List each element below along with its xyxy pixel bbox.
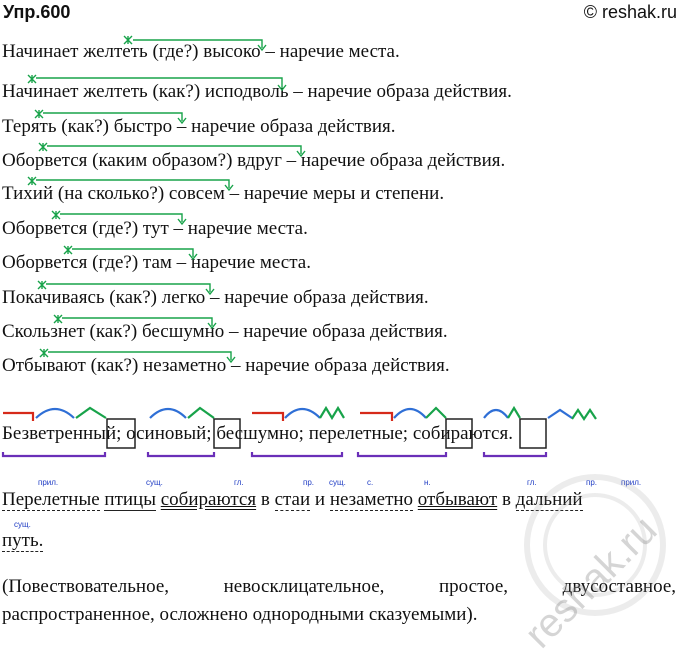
sentence-word: стаи bbox=[274, 489, 311, 510]
sentence-word: незаметно bbox=[329, 489, 414, 510]
morpheme-word: перелетные; bbox=[308, 423, 409, 444]
answer-line: Отбывают (как?) незаметно – наречие образа действия. bbox=[2, 355, 450, 376]
sentence-word: в bbox=[260, 489, 270, 510]
morpheme-word: бесшумно; bbox=[216, 423, 304, 444]
sentence-word: Перелетные bbox=[2, 489, 100, 510]
pos-tag: сущ. bbox=[146, 478, 163, 487]
answer-line: Оборвется (где?) тут – наречие места. bbox=[2, 218, 308, 239]
sentence-word: дальний bbox=[515, 489, 583, 510]
pos-tag: с. bbox=[367, 478, 374, 487]
exercise-title: Упр.600 bbox=[3, 2, 71, 22]
answer-line: Скользнет (как?) бесшумно – наречие образа действия. bbox=[2, 321, 448, 342]
sentence-analysis: (Повествовательное, невосклицательное, простое, двусоставное, распространенное, осложнено однородными сказуемыми). bbox=[2, 576, 676, 625]
answer-line: Оборвется (каким образом?) вдруг – наречие образа действия. bbox=[2, 150, 506, 171]
answer-line: Терять (как?) быстро – наречие образа действия. bbox=[2, 116, 396, 137]
pos-tag: гл. bbox=[234, 478, 244, 487]
pos-tag: пр. bbox=[586, 478, 598, 487]
sentence-word: в bbox=[501, 489, 511, 510]
morpheme-word: собираются. bbox=[412, 423, 513, 444]
pos-tag: гл. bbox=[527, 478, 537, 487]
answer-line: Покачиваясь (как?) легко – наречие образа действия. bbox=[2, 287, 429, 308]
sentence-word: путь. bbox=[2, 530, 44, 551]
morpheme-row bbox=[2, 423, 513, 445]
answer-line: Начинает желтеть (где?) высоко – наречие места. bbox=[2, 41, 400, 62]
answer-line: Начинает желтеть (как?) исподволь – наречие образа действия. bbox=[2, 81, 512, 102]
site-credit: © reshak.ru bbox=[583, 2, 677, 22]
pos-tag: прил. bbox=[621, 478, 642, 487]
morpheme-word: Безветренный; bbox=[2, 423, 122, 444]
sentence-word: и bbox=[314, 489, 326, 510]
watermark-text: reshak.ru bbox=[516, 507, 666, 657]
example-sentence bbox=[2, 489, 583, 511]
answer-line: Оборвется (где?) там – наречие места. bbox=[2, 252, 311, 273]
pos-tag: н. bbox=[424, 478, 431, 487]
answer-line: Тихий (на сколько?) совсем – наречие меры и степени. bbox=[2, 183, 445, 204]
morpheme-word: осиновый; bbox=[126, 423, 212, 444]
sentence-word: отбывают bbox=[417, 489, 498, 510]
example-sentence-cont bbox=[2, 530, 43, 552]
pos-tag: прил. bbox=[38, 478, 59, 487]
pos-tag: пр. bbox=[303, 478, 315, 487]
pos-tag: сущ. bbox=[329, 478, 346, 487]
sentence-word: собираются bbox=[160, 489, 257, 510]
sentence-word: птицы bbox=[104, 489, 156, 510]
pos-tag: сущ. bbox=[14, 520, 31, 529]
page-header bbox=[0, 0, 680, 26]
